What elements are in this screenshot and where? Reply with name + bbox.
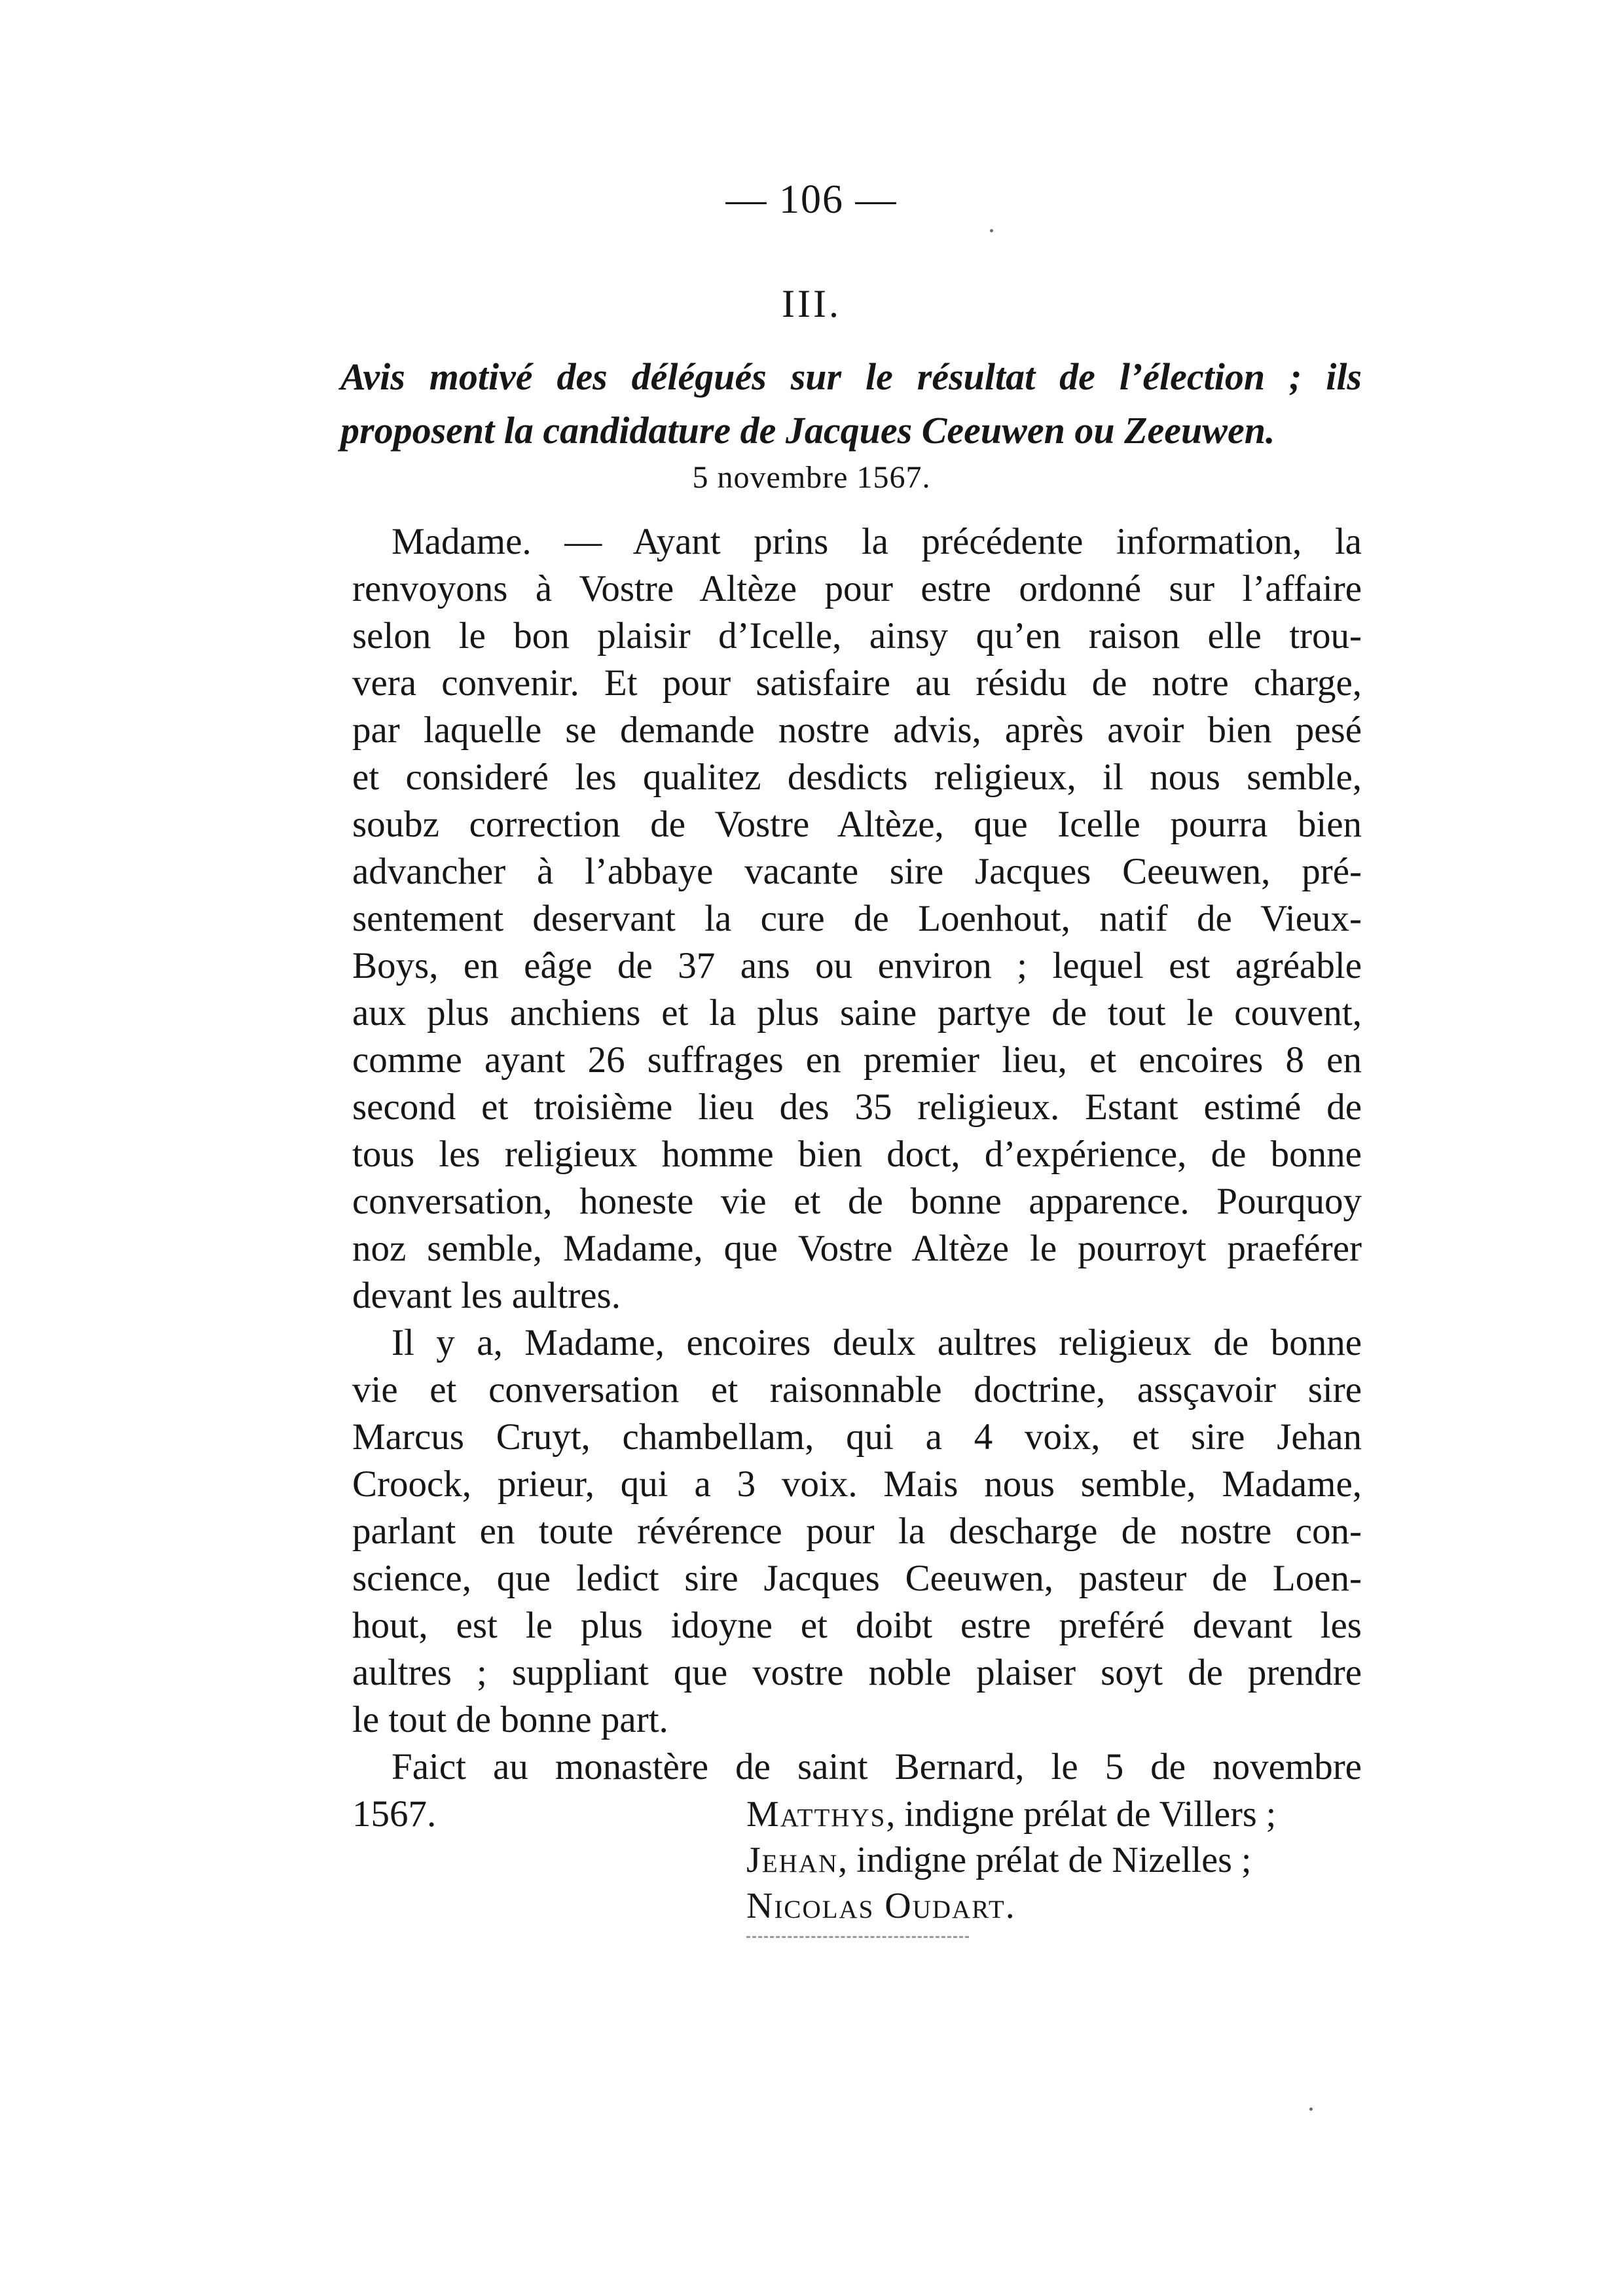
- text-line: science, que ledict sire Jacques Ceeuwen, pasteur de Loen-: [352, 1558, 1362, 1599]
- signatory-name: Jehan: [746, 1840, 839, 1880]
- text-line: Boys, en eâge de 37 ans ou environ ; lequel est agréable: [352, 945, 1362, 986]
- text-line: soubz correction de Vostre Altèze, que Icelle pourra bien: [352, 804, 1362, 845]
- text-line: aux plus anchiens et la plus saine partye de tout le couvent,: [352, 992, 1362, 1033]
- signature-block: [746, 1791, 1375, 1929]
- document-date: 5 novembre 1567.: [692, 460, 931, 495]
- text-line: noz semble, Madame, que Vostre Altèze le pourroyt praeférer: [352, 1228, 1362, 1269]
- text-line: advancher à l’abbaye vacante sire Jacques Ceeuwen, pré-: [352, 851, 1362, 892]
- text-line: le tout de bonne part.: [352, 1699, 668, 1740]
- closing-rule: [746, 1936, 969, 1938]
- text-line: aultres ; suppliant que vostre noble plaiser soyt de prendre: [352, 1652, 1362, 1693]
- heading-line: proposent la candidature de Jacques Ceeuwen ou Zeeuwen.: [340, 409, 1275, 452]
- text-line: par laquelle se demande nostre advis, après avoir bien pesé: [352, 709, 1362, 751]
- page-number: — 106 —: [725, 177, 898, 222]
- paragraph: [352, 1319, 1362, 1744]
- paragraph: [352, 518, 1362, 1319]
- text-line: Faict au monastère de saint Bernard, le 5 de novembre: [392, 1746, 1362, 1787]
- document-heading: [340, 350, 1362, 457]
- signatory-name: Matthys: [746, 1794, 886, 1835]
- signatory-name: Nicolas Oudart: [746, 1886, 1006, 1926]
- text-line: 1567.: [352, 1793, 437, 1835]
- section-number: III.: [782, 282, 841, 325]
- text-line: sentement deservant la cure de Loenhout, natif de Vieux-: [352, 898, 1362, 939]
- text-line: tous les religieux homme bien doct, d’expérience, de bonne: [352, 1134, 1362, 1175]
- text-line: second et troisième lieu des 35 religieux. Estant estimé de: [352, 1086, 1362, 1128]
- text-line: Croock, prieur, qui a 3 voix. Mais nous semble, Madame,: [352, 1463, 1362, 1505]
- heading-line: Avis motivé des délégués sur le résultat de l’élection ; ils: [340, 355, 1362, 398]
- text-line: hout, est le plus idoyne et doibt estre preféré devant les: [352, 1605, 1362, 1646]
- text-line: et consideré les qualitez desdicts religieux, il nous semble,: [352, 757, 1362, 798]
- text-line: parlant en toute révérence pour la descharge de nostre con-: [352, 1511, 1362, 1552]
- text-line: vera convenir. Et pour satisfaire au résidu de notre charge,: [352, 662, 1362, 704]
- signature-line: [746, 1837, 1375, 1883]
- signature-line: [746, 1883, 1375, 1929]
- print-speck: [1309, 2108, 1313, 2111]
- signatory-title: .: [1005, 1886, 1015, 1926]
- text-line: Il y a, Madame, encoires deulx aultres religieux de bonne: [392, 1322, 1362, 1363]
- text-line: devant les aultres.: [352, 1275, 621, 1316]
- text-line: selon le bon plaisir d’Icelle, ainsy qu’en raison elle trou-: [352, 615, 1362, 656]
- text-line: conversation, honeste vie et de bonne apparence. Pourquoy: [352, 1181, 1362, 1222]
- text-line: renvoyons à Vostre Altèze pour estre ordonné sur l’affaire: [352, 568, 1362, 609]
- signature-line: [746, 1791, 1375, 1837]
- letter-body: [352, 518, 1362, 1838]
- text-line: comme ayant 26 suffrages en premier lieu, et encoires 8 en: [352, 1039, 1362, 1081]
- text-line: Madame. — Ayant prins la précédente information, la: [392, 521, 1362, 562]
- signatory-title: , indigne prélat de Villers ;: [886, 1794, 1277, 1835]
- text-line: vie et conversation et raisonnable doctrine, assçavoir sire: [352, 1369, 1362, 1410]
- text-line: Marcus Cruyt, chambellam, qui a 4 voix, et sire Jehan: [352, 1416, 1362, 1458]
- print-speck: [990, 229, 993, 232]
- signatory-title: , indigne prélat de Nizelles ;: [838, 1840, 1252, 1880]
